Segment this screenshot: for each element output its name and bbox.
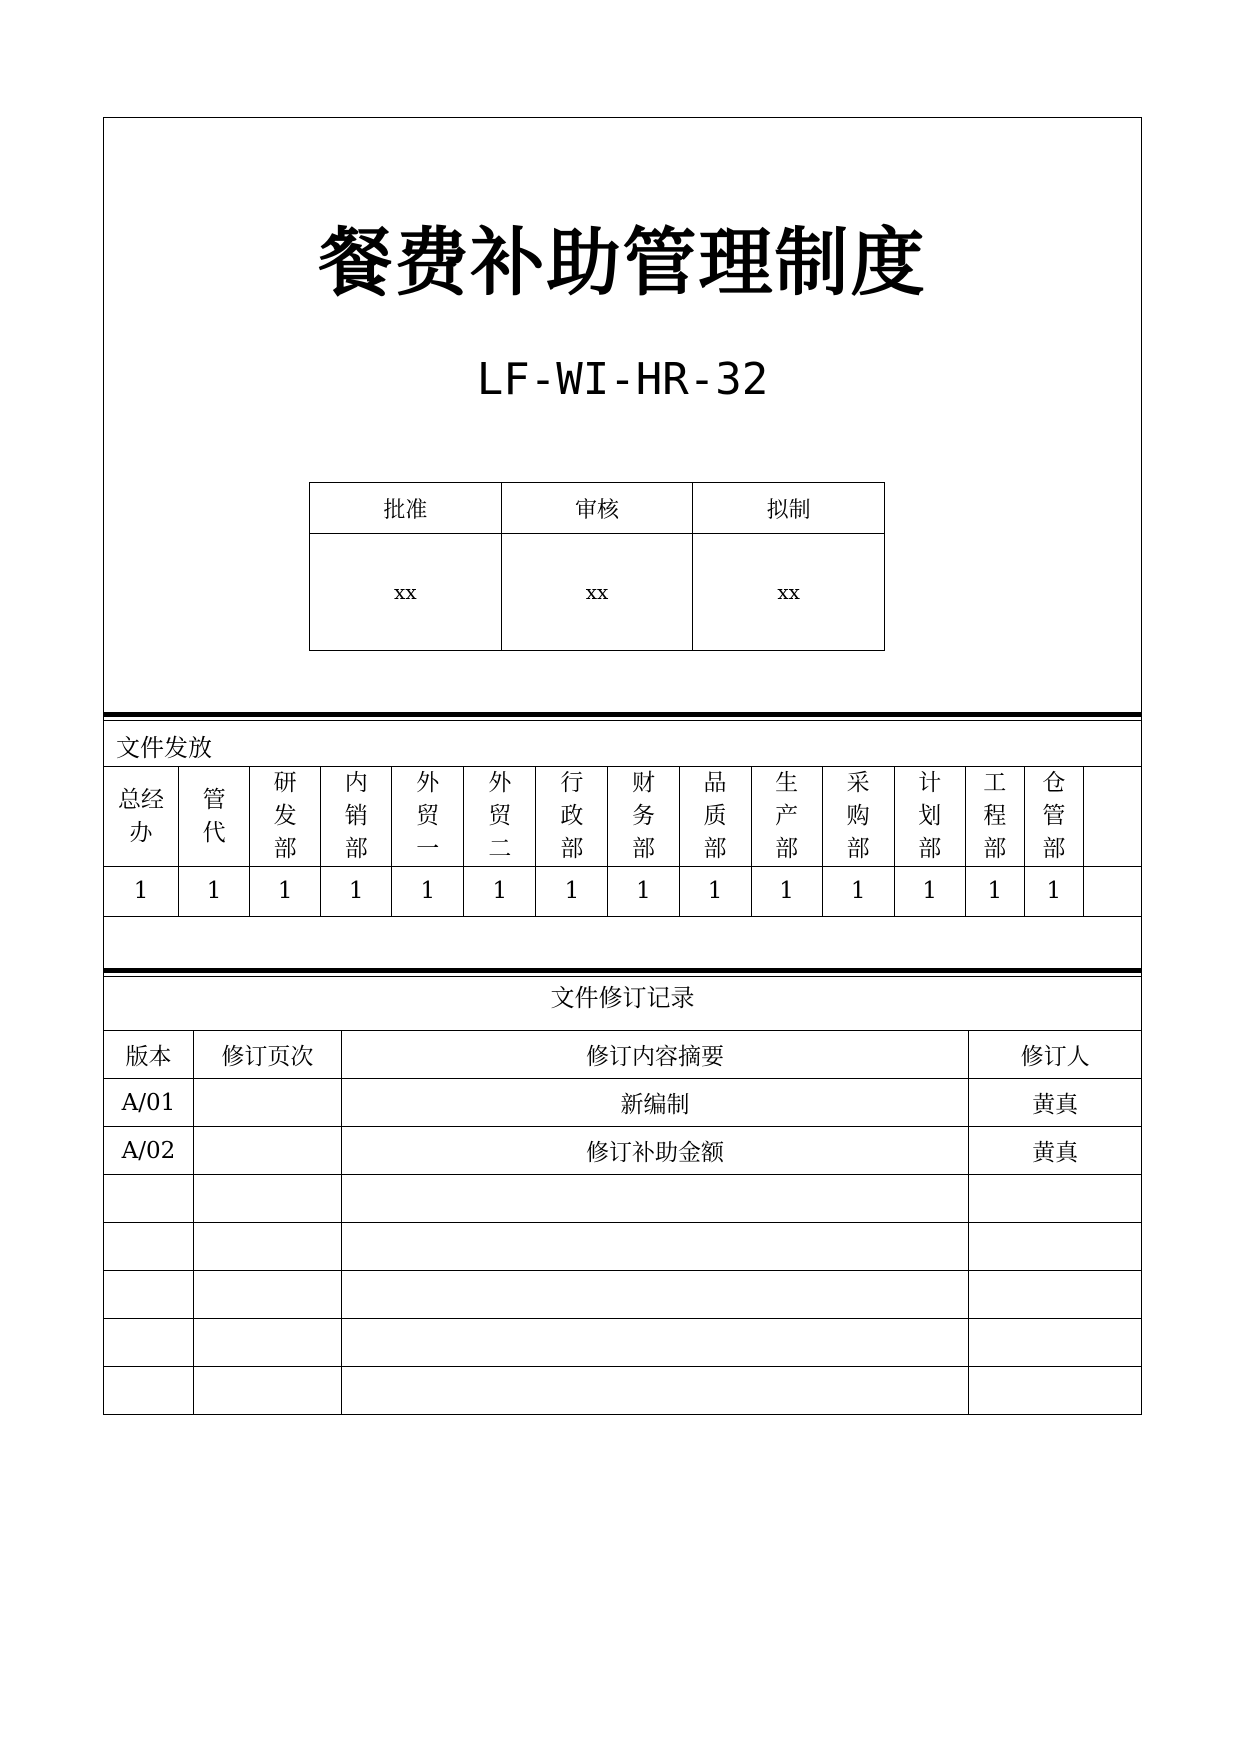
revised-pages-cell xyxy=(193,1175,341,1223)
copy-count-cell: 1 xyxy=(104,867,179,917)
review-header: 审核 xyxy=(501,483,693,534)
reviser-cell xyxy=(969,1271,1142,1319)
revision-summary-header: 修订内容摘要 xyxy=(341,1031,968,1079)
department-cell xyxy=(1083,767,1141,867)
revised-pages-cell xyxy=(193,1271,341,1319)
revised-pages-header: 修订页次 xyxy=(193,1031,341,1079)
version-cell xyxy=(104,1367,194,1415)
review-value: xx xyxy=(501,534,693,651)
copy-count-cell: 1 xyxy=(1024,867,1083,917)
revision-summary-cell: 修订补助金额 xyxy=(341,1127,968,1175)
department-cell: 工 程 部 xyxy=(965,767,1024,867)
copy-count-cell: 1 xyxy=(679,867,751,917)
copy-count-cell: 1 xyxy=(179,867,250,917)
department-cell: 生 产 部 xyxy=(751,767,822,867)
revision-summary-cell: 新编制 xyxy=(341,1079,968,1127)
reviser-cell xyxy=(969,1367,1142,1415)
reviser-cell xyxy=(969,1175,1142,1223)
copy-count-cell: 1 xyxy=(751,867,822,917)
revised-pages-cell xyxy=(193,1127,341,1175)
approval-table xyxy=(309,482,885,651)
reviser-cell: 黄真 xyxy=(969,1079,1142,1127)
table-row xyxy=(104,1319,1142,1367)
table-row xyxy=(104,1079,1142,1127)
version-cell xyxy=(104,1271,194,1319)
copy-count-cell: 1 xyxy=(822,867,894,917)
department-cell: 仓 管 部 xyxy=(1024,767,1083,867)
draft-header: 拟制 xyxy=(693,483,885,534)
copy-count-cell: 1 xyxy=(536,867,608,917)
copy-count-cell xyxy=(1083,867,1141,917)
department-cell: 研 发 部 xyxy=(250,767,321,867)
draft-value: xx xyxy=(693,534,885,651)
table-row xyxy=(104,1175,1142,1223)
distribution-label: 文件发放 xyxy=(116,734,212,762)
revised-pages-cell xyxy=(193,1079,341,1127)
version-cell xyxy=(104,1175,194,1223)
copy-count-cell: 1 xyxy=(608,867,679,917)
revision-title: 文件修订记录 xyxy=(550,984,695,1012)
approve-header: 批准 xyxy=(310,483,502,534)
reviser-cell xyxy=(969,1319,1142,1367)
distribution-blank-row xyxy=(104,917,1142,972)
revision-summary-cell xyxy=(341,1223,968,1271)
version-cell xyxy=(104,1319,194,1367)
department-cell: 计 划 部 xyxy=(894,767,965,867)
document-frame xyxy=(103,117,1142,1415)
department-cell: 外 贸 一 xyxy=(392,767,464,867)
copy-count-cell: 1 xyxy=(965,867,1024,917)
document-title: 餐费补助管理制度 xyxy=(318,220,927,306)
table-row xyxy=(104,1223,1142,1271)
copy-count-cell: 1 xyxy=(464,867,536,917)
table-row xyxy=(104,1367,1142,1415)
department-cell: 行 政 部 xyxy=(536,767,608,867)
document-code: LF-WI-HR-32 xyxy=(476,354,769,405)
version-cell xyxy=(104,1223,194,1271)
revision-summary-cell xyxy=(341,1175,968,1223)
department-cell: 财 务 部 xyxy=(608,767,679,867)
reviser-header: 修订人 xyxy=(969,1031,1142,1079)
table-row xyxy=(104,1271,1142,1319)
distribution-table xyxy=(103,766,1142,972)
department-cell: 外 贸 二 xyxy=(464,767,536,867)
version-cell: A/01 xyxy=(104,1079,194,1127)
version-cell: A/02 xyxy=(104,1127,194,1175)
department-cell: 内 销 部 xyxy=(321,767,392,867)
copy-count-cell: 1 xyxy=(250,867,321,917)
reviser-cell: 黄真 xyxy=(969,1127,1142,1175)
version-header: 版本 xyxy=(104,1031,194,1079)
table-row xyxy=(104,1127,1142,1175)
department-cell: 总经 办 xyxy=(104,767,179,867)
copy-count-cell: 1 xyxy=(894,867,965,917)
revision-table xyxy=(103,1030,1142,1415)
revision-summary-cell xyxy=(341,1271,968,1319)
revised-pages-cell xyxy=(193,1223,341,1271)
department-cell: 管 代 xyxy=(179,767,250,867)
section-divider xyxy=(104,968,1141,977)
revision-summary-cell xyxy=(341,1319,968,1367)
approve-value: xx xyxy=(310,534,502,651)
reviser-cell xyxy=(969,1223,1142,1271)
copy-count-cell: 1 xyxy=(321,867,392,917)
copy-count-cell: 1 xyxy=(392,867,464,917)
section-divider xyxy=(104,712,1141,721)
revision-summary-cell xyxy=(341,1367,968,1415)
revised-pages-cell xyxy=(193,1367,341,1415)
department-cell: 采 购 部 xyxy=(822,767,894,867)
department-cell: 品 质 部 xyxy=(679,767,751,867)
revised-pages-cell xyxy=(193,1319,341,1367)
